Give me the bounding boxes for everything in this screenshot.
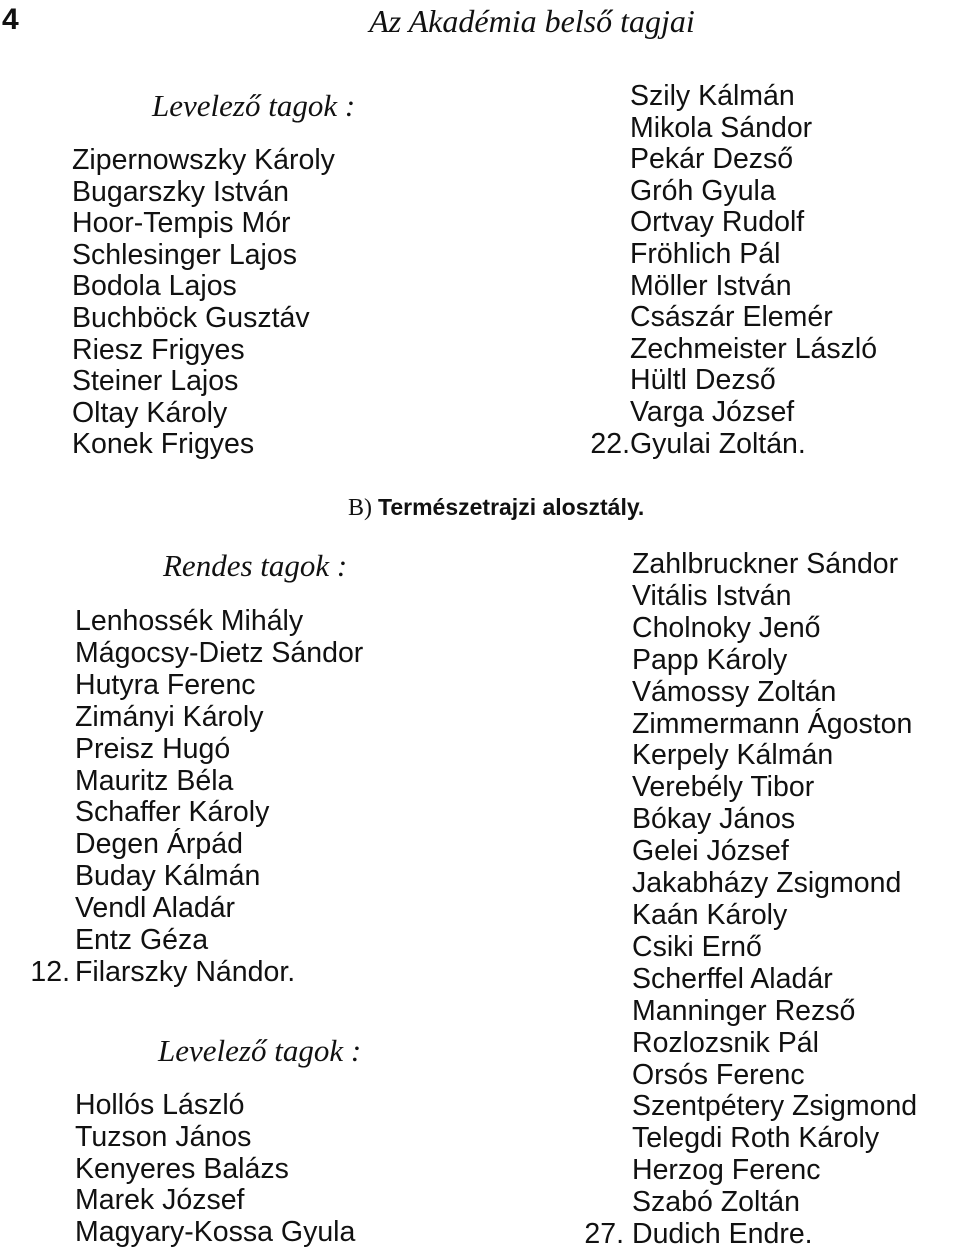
member-name: Zimányi Károly (75, 700, 264, 733)
member-name: Csiki Ernő (632, 930, 762, 963)
member-name: Szily Kálmán (630, 80, 795, 112)
member-name: Pekár Dezső (630, 143, 794, 176)
entry-count-number: 22. (590, 427, 630, 460)
member-name: Lenhossék Mihály (75, 605, 304, 637)
member-name: Buday Kálmán (75, 860, 261, 893)
rendes-tagok-heading: Rendes tagok : (163, 548, 348, 583)
member-name: Orsós Ferenc (632, 1058, 805, 1091)
entry-count-number: 27. (584, 1217, 624, 1250)
member-name: Telegdi Roth Károly (632, 1122, 880, 1155)
entry-count-number: 12. (30, 956, 70, 988)
levelezo-tagok-heading: Levelező tagok : (152, 88, 356, 123)
member-name: Kaán Károly (632, 898, 788, 931)
member-name: Bodola Lajos (72, 270, 237, 303)
member-name: Kenyeres Balázs (75, 1152, 289, 1185)
right-top-name-list (630, 81, 877, 429)
member-name: Schlesinger Lajos (72, 238, 297, 271)
member-name: Buchböck Gusztáv (72, 301, 310, 334)
member-name: Steiner Lajos (72, 365, 239, 398)
member-name: Vendl Aladár (75, 892, 236, 925)
member-name: Verebély Tibor (632, 771, 815, 804)
member-name: Manninger Rezső (632, 994, 856, 1027)
member-name: Gróh Gyula (630, 174, 776, 207)
levelezo-tagok-list (72, 145, 335, 461)
member-name: Jakabházy Zsigmond (632, 867, 902, 900)
member-name: Cholnoky Jenő (632, 611, 821, 644)
member-name: Magyary-Kossa Gyula (75, 1216, 356, 1249)
member-name: Zahlbruckner Sándor (632, 548, 899, 580)
member-name: Degen Árpád (75, 828, 243, 861)
member-name: Riesz Frigyes (72, 333, 245, 366)
member-name: Szabó Zoltán (632, 1186, 800, 1219)
member-name: Vitális István (632, 579, 792, 612)
member-name: Hoor-Tempis Mór (72, 207, 291, 240)
rendes-last-entry (20, 957, 295, 989)
member-name: Varga József (630, 395, 795, 428)
member-name: Bugarszky István (72, 175, 290, 208)
member-name: Herzog Ferenc (632, 1154, 821, 1187)
levelezo-tagok-heading-2: Levelező tagok : (158, 1033, 362, 1068)
member-name: Tuzson János (75, 1120, 252, 1153)
levelezo-tagok-list-2 (75, 1090, 355, 1249)
member-name: Entz Géza (75, 924, 209, 957)
last-name-entry: Filarszky Nándor. (75, 956, 296, 988)
member-name: Papp Károly (632, 643, 788, 676)
member-name: Marek József (75, 1184, 245, 1217)
member-name: Konek Frigyes (72, 428, 255, 461)
member-name: Ortvay Rudolf (630, 206, 805, 239)
right-bottom-name-list (632, 549, 917, 1219)
member-name: Hollós László (75, 1089, 245, 1121)
member-name: Zipernowszky Károly (72, 144, 335, 176)
member-name: Szentpétery Zsigmond (632, 1090, 918, 1123)
member-name: Hültl Dezső (630, 364, 776, 397)
member-name: Schaffer Károly (75, 796, 270, 829)
member-name: Bókay János (632, 803, 796, 836)
member-name: Rozlozsnik Pál (632, 1026, 819, 1059)
member-name: Zimmermann Ágoston (632, 707, 913, 740)
page-number: 4 (2, 3, 19, 36)
member-name: Oltay Károly (72, 396, 228, 429)
member-name: Mauritz Béla (75, 764, 234, 797)
member-name: Preisz Hugó (75, 732, 231, 765)
section-label: B) (348, 495, 372, 521)
member-name: Fröhlich Pál (630, 237, 781, 270)
last-name-entry: Dudich Endre. (632, 1217, 813, 1250)
member-name: Gelei József (632, 835, 789, 868)
right-bottom-last-entry (578, 1219, 813, 1251)
running-head: Az Akadémia belső tagjai (369, 3, 695, 39)
member-name: Mikola Sándor (630, 111, 813, 144)
section-heading (348, 492, 644, 523)
section-title: Természetrajzi alosztály. (378, 494, 645, 520)
member-name: Császár Elemér (630, 301, 833, 334)
member-name: Möller István (630, 269, 792, 302)
member-name: Vámossy Zoltán (632, 675, 837, 708)
right-top-last-entry (585, 429, 806, 461)
member-name: Hutyra Ferenc (75, 668, 256, 701)
member-name: Scherffel Aladár (632, 962, 833, 995)
member-name: Kerpely Kálmán (632, 739, 834, 772)
last-name-entry: Gyulai Zoltán. (630, 427, 806, 460)
rendes-tagok-list (75, 606, 363, 957)
member-name: Zechmeister László (630, 332, 878, 365)
member-name: Mágocsy-Dietz Sándor (75, 636, 364, 669)
